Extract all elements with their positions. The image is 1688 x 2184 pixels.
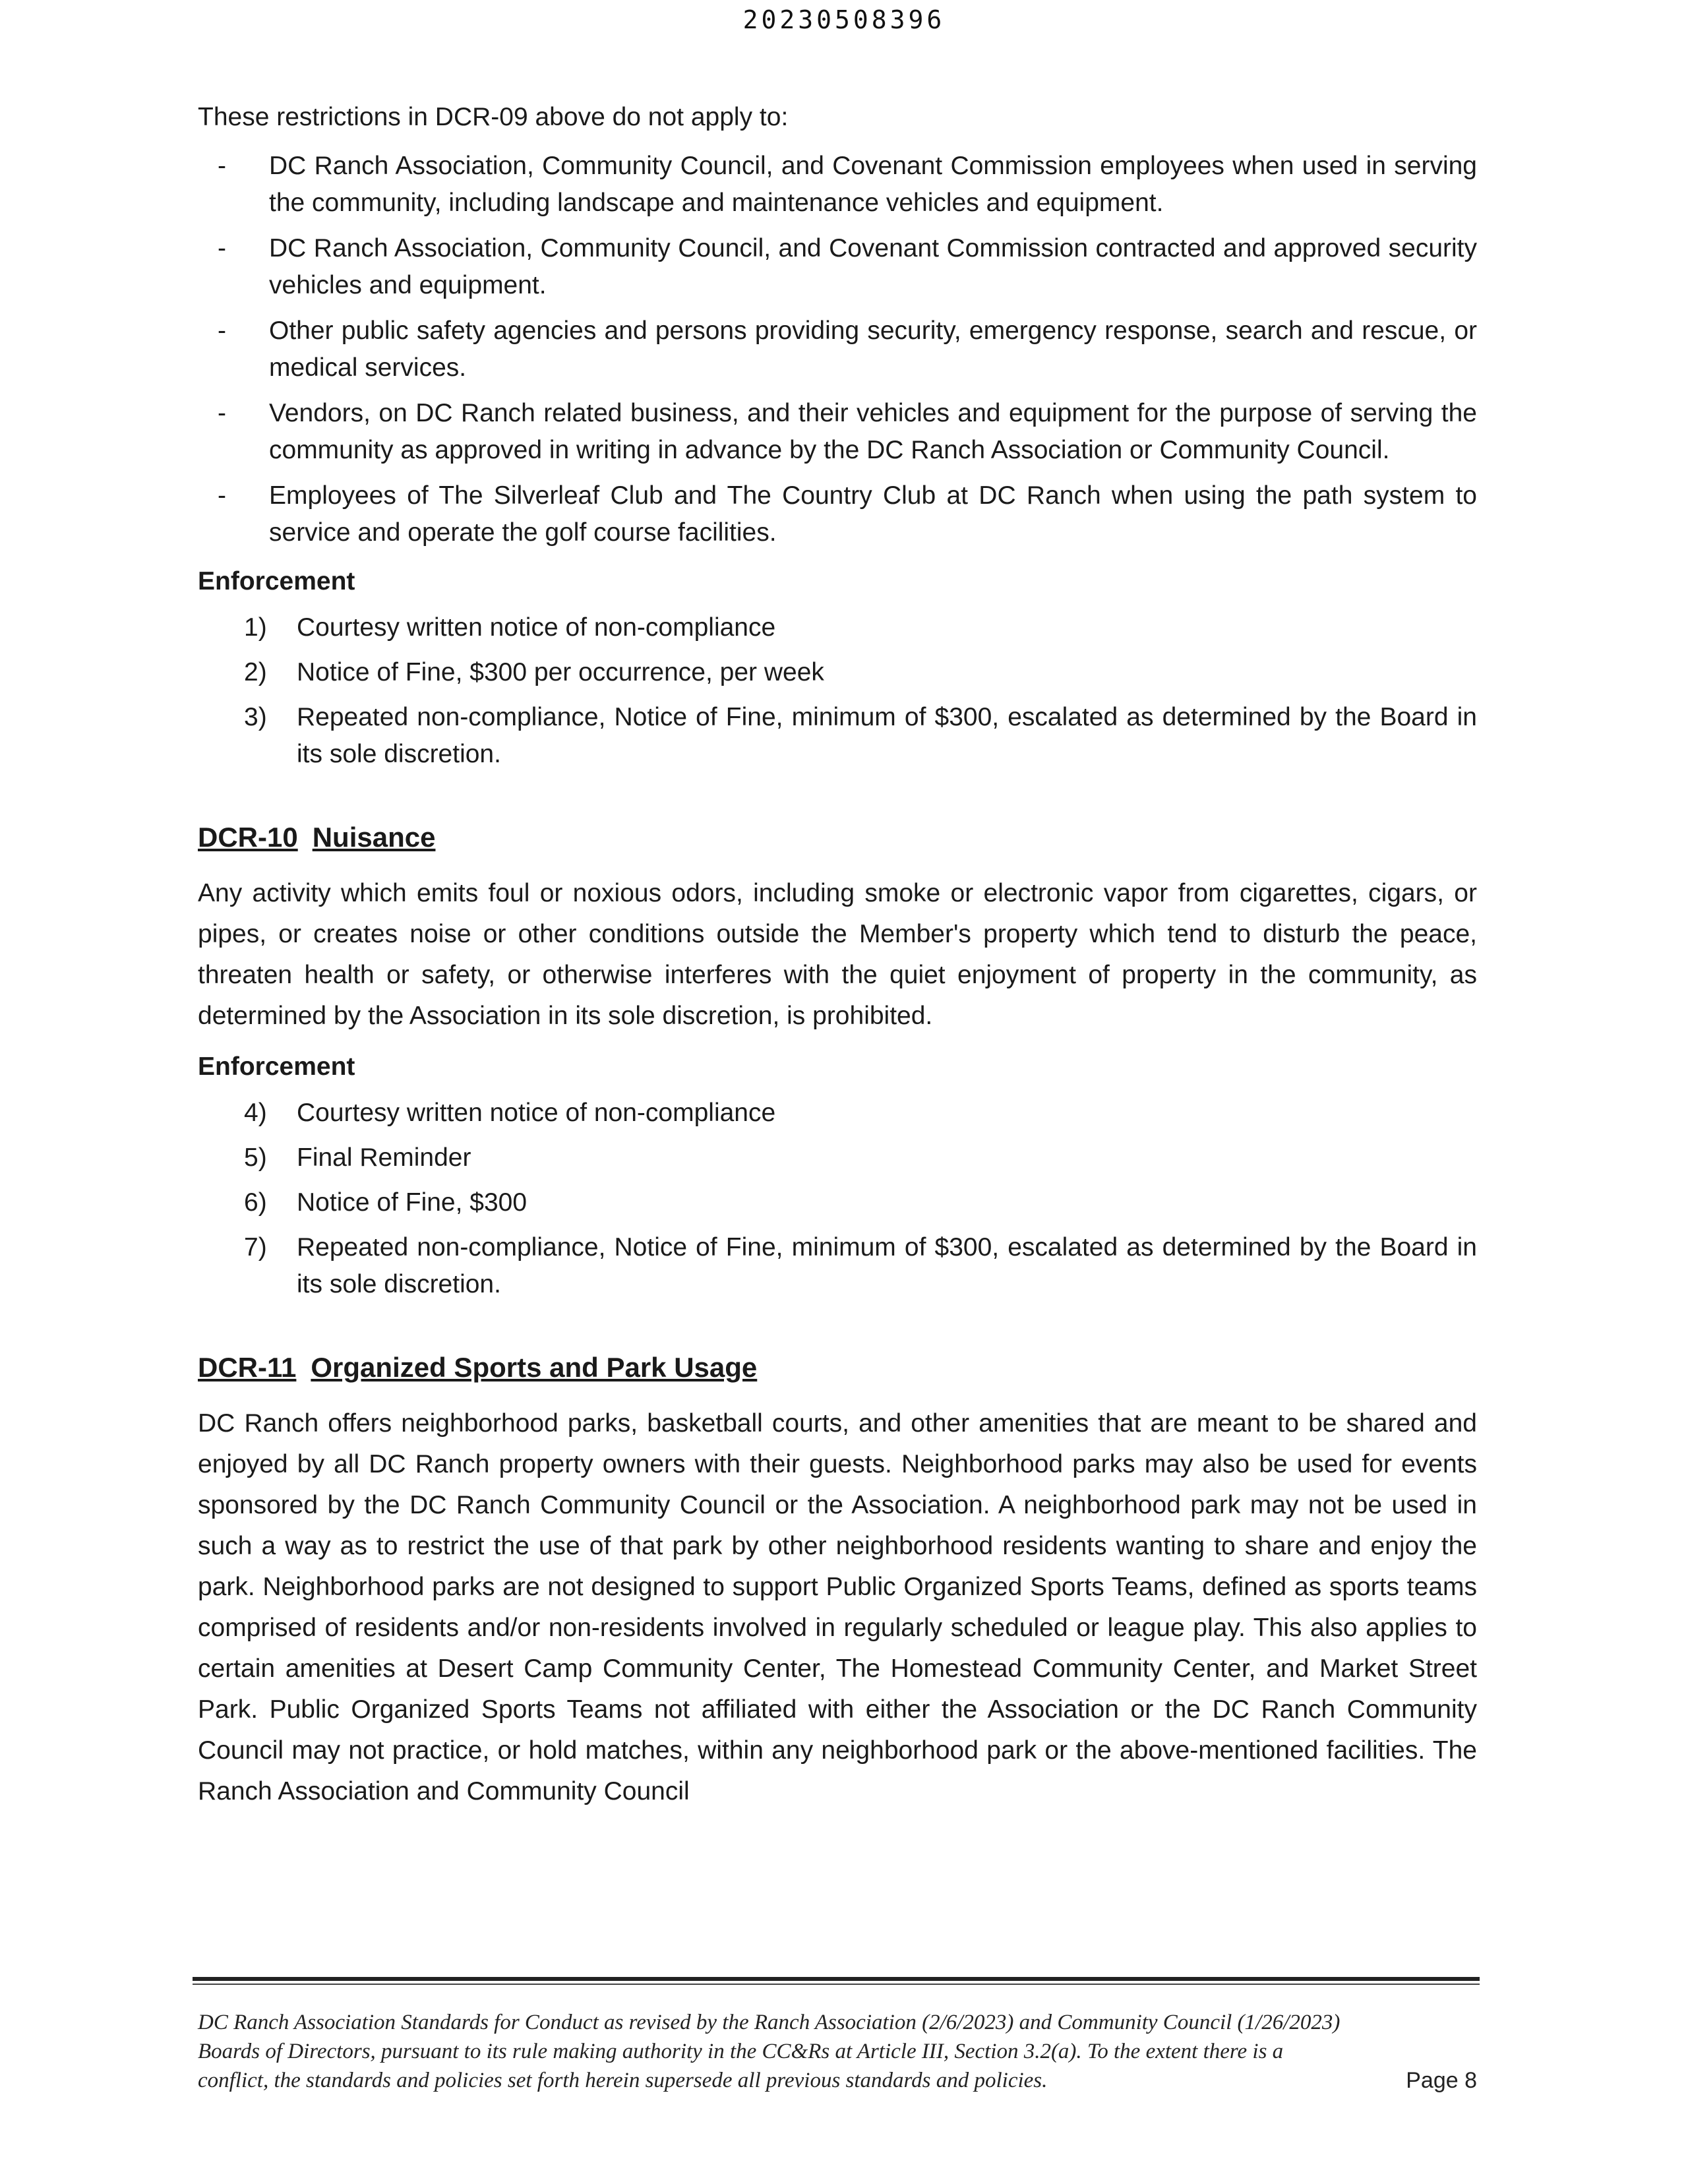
list-item	[198, 1229, 1477, 1303]
section-title: Nuisance	[312, 822, 436, 853]
list-item	[198, 230, 1477, 304]
item-number: 5)	[244, 1143, 267, 1172]
item-text: Courtesy written notice of non-compliance	[297, 613, 776, 642]
dcr10-body: Any activity which emits foul or noxious odors, including smoke or electronic vapor from cigarettes, cigars, or pipes, or creates noise or other conditions outside the Member's property which tend to disturb the peace, threaten health or safety, or otherwise interferes with the quiet enjoyment of property in the community, as determined by the Association in its sole discretion, is prohibited.	[198, 879, 1477, 1030]
item-text: Final Reminder	[297, 1143, 471, 1172]
item-text: Repeated non-compliance, Notice of Fine, minimum of $300, escalated as determined by the Board in its sole discretion.	[297, 1233, 1477, 1298]
list-item	[198, 654, 1477, 691]
footer-divider	[193, 1977, 1480, 1987]
exemptions-list	[198, 148, 1477, 551]
item-text: Notice of Fine, $300	[297, 1188, 528, 1217]
page-number: Page 8	[1406, 2068, 1477, 2093]
item-number: 6)	[244, 1188, 267, 1217]
list-item	[198, 1184, 1477, 1221]
exemptions-intro: These restrictions in DCR-09 above do not apply to:	[198, 103, 789, 131]
list-item	[198, 395, 1477, 469]
exemption-text: Other public safety agencies and persons providing security, emergency response, search and rescue, or medical services.	[269, 317, 1477, 382]
section-code: DCR-11	[198, 1352, 297, 1383]
list-item	[198, 148, 1477, 222]
page-footer	[198, 2008, 1477, 2095]
item-number: 1)	[244, 613, 267, 642]
bullet-dash: -	[218, 152, 226, 180]
bullet-dash: -	[218, 399, 226, 427]
dcr10-heading	[198, 819, 1477, 856]
dcr11-body: DC Ranch offers neighborhood parks, basketball courts, and other amenities that are meant to be shared and enjoyed by all DC Ranch property owners with their guests. Neighborhood parks may also be used for events sponsored by the DC Ranch Community Council or the Association. A neighborhood park may not be used in such a way as to restrict the use of that park by other neighborhood residents wanting to share and enjoy the park. Neighborhood parks are not designed to support Public Organized Sports Teams, defined as sports teams comprised of residents and/or non-residents involved in regularly scheduled or league play. This also applies to certain amenities at Desert Camp Community Center, The Homestead Community Center, and Market Street Park. Public Organized Sports Teams not affiliated with either the Association or the DC Ranch Community Council may not practice, or hold matches, within any neighborhood park or the above-mentioned facilities. The Ranch Association and Community Council	[198, 1409, 1477, 1805]
bullet-dash: -	[218, 234, 226, 262]
section-code: DCR-10	[198, 822, 298, 853]
exemption-text: DC Ranch Association, Community Council, and Covenant Commission contracted and approved security vehicles and equipment.	[269, 234, 1477, 299]
footer-disclaimer: DC Ranch Association Standards for Conduct as revised by the Ranch Association (2/6/2023) and Community Council (1/26/2023) Boards of Directors, pursuant to its rule making authority in the CC&Rs at Article III, Section 3.2(a). To the extent there is a conflict, the standards and policies set forth herein supersede all previous standards and policies.	[198, 2011, 1341, 2092]
bullet-dash: -	[218, 317, 226, 345]
section-title: Organized Sports and Park Usage	[311, 1352, 758, 1383]
item-number: 2)	[244, 658, 267, 686]
list-item	[198, 1095, 1477, 1132]
enforcement-list	[198, 1095, 1477, 1303]
exemption-text: DC Ranch Association, Community Council, and Covenant Commission employees when used in serving the community, including landscape and maintenance vehicles and equipment.	[269, 152, 1477, 217]
enforcement-list	[198, 609, 1477, 773]
list-item	[198, 1139, 1477, 1176]
exemption-text: Employees of The Silverleaf Club and The Country Club at DC Ranch when using the path system to service and operate the golf course facilities.	[269, 481, 1477, 547]
dcr11-heading	[198, 1349, 1477, 1386]
page-content	[198, 99, 1477, 1819]
item-text: Courtesy written notice of non-compliance	[297, 1099, 776, 1127]
item-text: Repeated non-compliance, Notice of Fine, minimum of $300, escalated as determined by the Board in its sole discretion.	[297, 703, 1477, 768]
list-item	[198, 477, 1477, 551]
list-item	[198, 609, 1477, 646]
enforcement-heading: Enforcement	[198, 567, 355, 595]
list-item	[198, 699, 1477, 773]
document-number: 20230508396	[742, 5, 946, 34]
exemption-text: Vendors, on DC Ranch related business, and their vehicles and equipment for the purpose of serving the community as approved in writing in advance by the DC Ranch Association or Community Council.	[269, 399, 1477, 464]
item-number: 4)	[244, 1099, 267, 1127]
list-item	[198, 313, 1477, 386]
enforcement-heading: Enforcement	[198, 1052, 355, 1081]
item-number: 7)	[244, 1233, 267, 1261]
item-text: Notice of Fine, $300 per occurrence, per week	[297, 658, 824, 686]
item-number: 3)	[244, 703, 267, 731]
bullet-dash: -	[218, 481, 226, 510]
